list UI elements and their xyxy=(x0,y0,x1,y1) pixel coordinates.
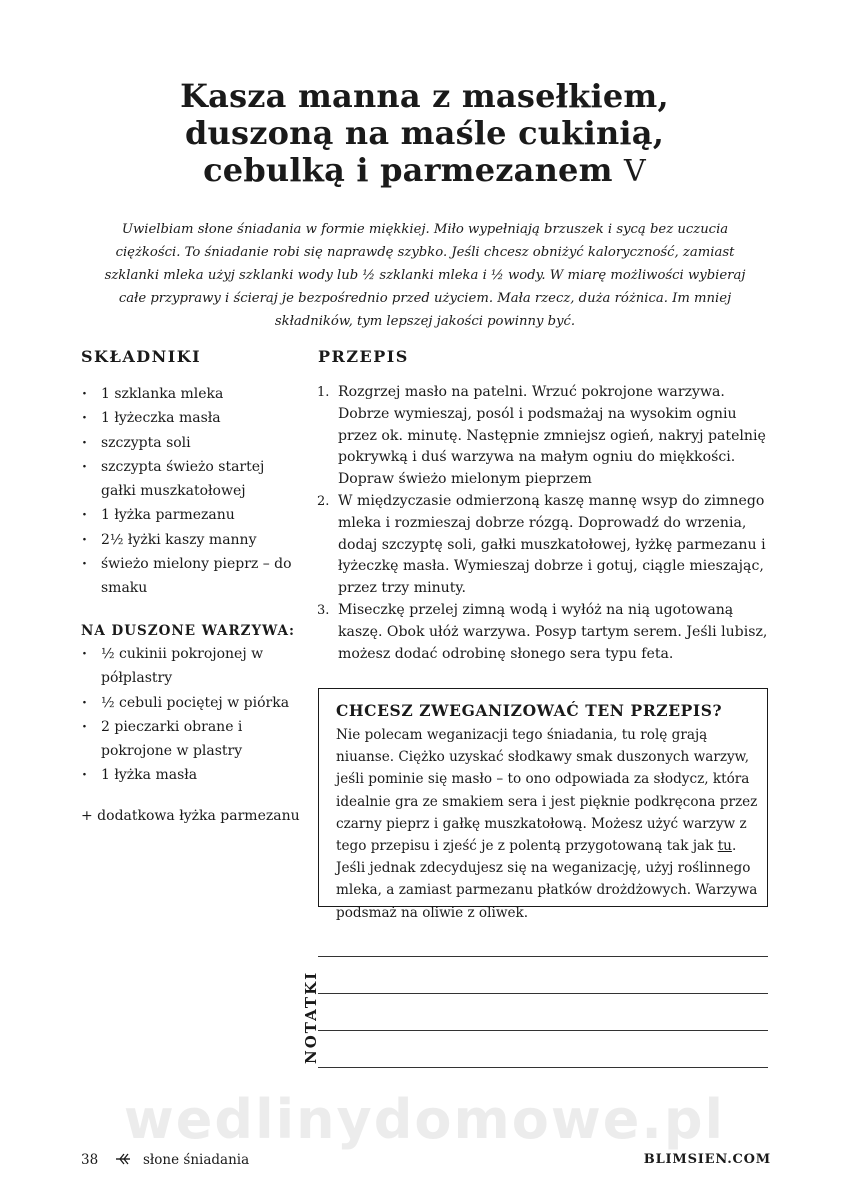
polenta-link[interactable]: tu xyxy=(717,838,732,855)
list-item: · szczypta soli xyxy=(81,431,301,455)
step-text: W międzyczasie odmierzoną kaszę mannę wsyp do zimnego mleka i rozmieszaj dobrze rózgą. Doprowadź do wrzenia, dodaj szczyptę soli, gałki muszkatołowej, łyżkę parmezanu i łyżeczkę masła. Wymieszaj dobrze i gotuj, ciągle mieszając, przez trzy minuty. xyxy=(338,492,766,597)
list-item: · świeżo mielony pieprz – do smaku xyxy=(81,552,301,601)
list-item: · 1 łyżka parmezanu xyxy=(81,503,301,527)
page-number: 38 xyxy=(81,1152,99,1168)
site-name: BLIMSIEN.COM xyxy=(643,1152,771,1167)
vegan-tip-text xyxy=(336,724,761,924)
list-item: · 2 pieczarki obrane i pokrojone w plastry xyxy=(81,715,306,764)
vegetables-list xyxy=(81,642,306,788)
ingredients-list xyxy=(81,382,301,601)
extra-ingredient: + dodatkowa łyżka parmezanu xyxy=(81,808,300,824)
ingredients-heading: SKŁADNIKI xyxy=(81,347,202,366)
section-name: słone śniadania xyxy=(143,1152,250,1168)
vegetables-heading: NA DUSZONE WARZYWA: xyxy=(81,623,295,639)
step-text: Miseczkę przelej zimną wodą i wyłóż na nią ugotowaną kaszę. Obok ułóż warzywa. Posyp tartym serem. Jeśli lubisz, możesz dodać odrobinę słonego sera typu feta. xyxy=(338,601,768,662)
vegan-tip-text-end: . Jeśli jednak zdecydujesz się na weganizację, użyj roślinnego mleka, a zamiast parmezanu płatków drożdżowych. Warzywa podsmaż na oliwie z oliwek. xyxy=(336,838,758,921)
list-item: · ½ cukinii pokrojonej w półplastry xyxy=(81,642,306,691)
note-line[interactable] xyxy=(318,1030,768,1031)
title-line-3 xyxy=(0,152,849,190)
title-line-1: Kasza manna z masełkiem, xyxy=(180,77,669,115)
vegan-tip-text-start: Nie polecam weganizacji tego śniadania, tu rolę grają niuanse. Ciężko uzyskać słodkawy smak duszonych warzyw, jeśli pominie się masło – to ono odpowiada za słodycz, która idealnie gra ze smakiem sera i jest pięknie podkręcona przez czarny pieprz i gałkę muszkatołową. Możesz użyć warzyw z tego przepisu i zjeść je z polentą przygotowaną tak jak xyxy=(336,727,758,855)
intro-paragraph: Uwielbiam słone śniadania w formie miękkiej. Miło wypełniają brzuszek i sycą bez uczucia ciężkości. To śniadanie robi się naprawdę szybko. Jeśli chcesz obniżyć kaloryczność, zamiast szklanki mleka użyj szklanki wody lub ½ szklanki mleka i ½ wody. W miarę możliwości wybieraj całe przyprawy i ścieraj je bezpośrednio przed użyciem. Mała rzecz, duża różnica. Im mniej składników, tym lepszej jakości powinny być. xyxy=(104,222,746,329)
leaf-icon xyxy=(114,1151,132,1167)
list-item: · 1 łyżeczka masła xyxy=(81,406,301,430)
title-line-2: duszoną na maśle cukinią, xyxy=(184,114,665,152)
step-text: Rozgrzej masło na patelni. Wrzuć pokrojone warzywa. Dobrze wymieszaj, posól i podsmażaj na wysokim ogniu przez ok. minutę. Następnie zmniejsz ogień, nakryj patelnię pokrywką i duś warzywa na małym ogniu do miękkości. Dopraw świeżo mielonym pieprzem xyxy=(338,384,766,488)
recipe-heading: PRZEPIS xyxy=(318,347,409,366)
recipe-step xyxy=(317,600,772,665)
list-item: · ½ cebuli pociętej w piórka xyxy=(81,691,306,715)
note-line[interactable] xyxy=(318,1067,768,1068)
notes-label: NOTATKI xyxy=(302,970,320,1064)
list-item: · 2½ łyżki kaszy manny xyxy=(81,528,301,552)
list-item: · 1 łyżka masła xyxy=(81,763,306,787)
recipe-step xyxy=(317,491,772,600)
step-number: 3. xyxy=(317,602,330,618)
title-line-3-text: cebulką i parmezanem xyxy=(203,151,613,189)
vegan-mark-icon: V xyxy=(624,154,646,189)
recipe-title xyxy=(0,78,849,190)
vegan-tip-title: CHCESZ ZWEGANIZOWAĆ TEN PRZEPIS? xyxy=(336,701,723,720)
list-item: · 1 szklanka mleka xyxy=(81,382,301,406)
step-number: 1. xyxy=(317,385,330,400)
note-line[interactable] xyxy=(318,993,768,994)
recipe-step xyxy=(317,382,772,491)
recipe-steps xyxy=(317,382,772,665)
note-line[interactable] xyxy=(318,956,768,957)
watermark: wedlinydomowe.pl xyxy=(123,1088,726,1151)
list-item: · szczypta świeżo startej gałki muszkatołowej xyxy=(81,455,301,504)
vegan-tip-box xyxy=(318,688,768,921)
step-number: 2. xyxy=(317,493,330,509)
